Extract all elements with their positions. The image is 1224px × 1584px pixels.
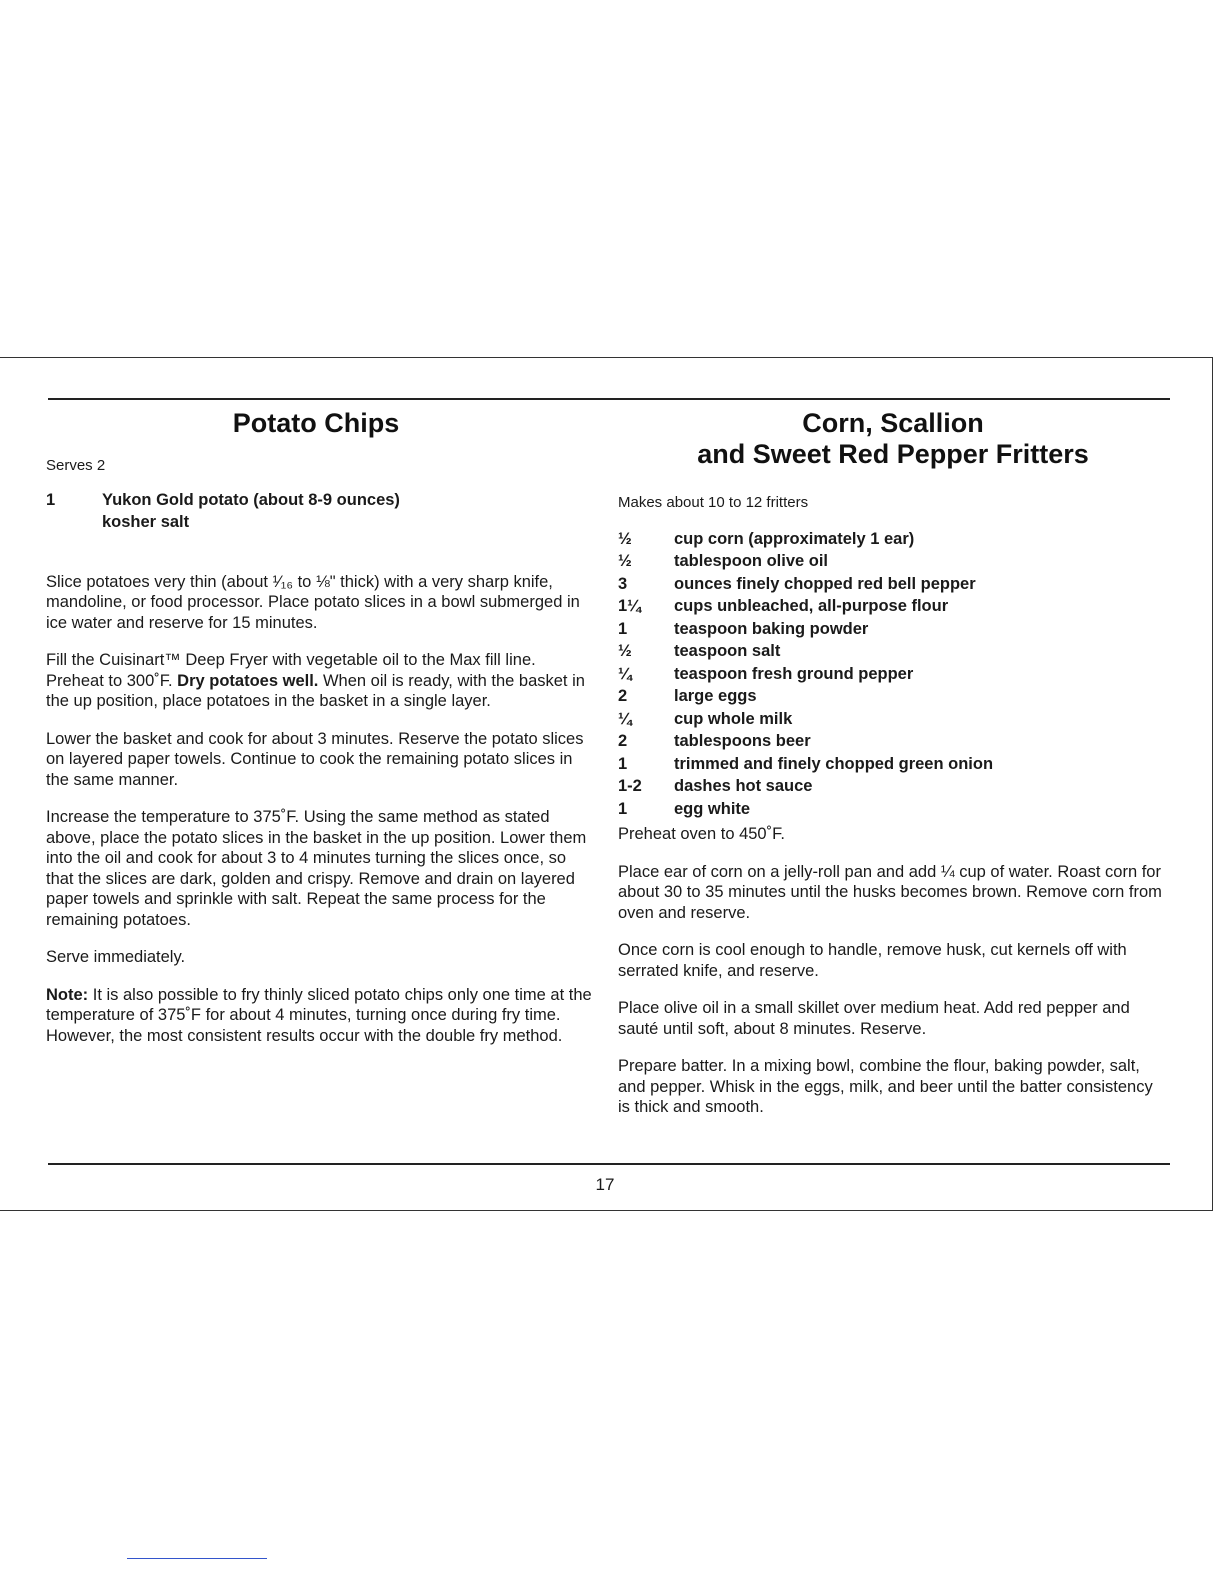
ingredient-list [46,489,596,534]
ingredient-name: cup corn (approximately 1 ear) [674,529,915,548]
ingredient-name: teaspoon salt [674,642,781,660]
instruction-paragraph: Preheat oven to 450˚F. [618,825,785,843]
ingredient-item [46,511,596,534]
ingredient-qty: 1 [618,754,628,773]
ingredient-name: tablespoons beer [674,732,811,750]
ingredient-name: ounces finely chopped red bell pepper [674,574,976,593]
ingredient-item [618,640,1168,663]
ingredient-qty: ¼ [618,664,632,683]
note-label: Note: [46,985,89,1004]
ingredient-item [618,775,1168,798]
ingredient-qty: 2 [618,687,628,705]
instruction-paragraph: Increase the temperature to 375˚F. Using the same method as stated above, place the potato slices in the basket in the up position. Lower them into the oil and cook for about 3 to 4 minutes turning the slices once, so that the slices are dark, golden and crispy. Remove and drain on layered paper towels and sprinkle with salt. Repeat the same process for the remaining potatoes. [46,808,587,929]
ingredient-name: trimmed and finely chopped green onion [674,754,994,773]
potato-chips-recipe [46,408,596,1046]
ingredient-item [618,528,1168,551]
ingredient-qty: 1-2 [618,777,642,795]
ingredient-qty: ¼ [618,709,632,728]
ingredient-item [618,573,1168,596]
fritters-recipe [618,408,1168,1118]
ingredient-item [618,618,1168,641]
note-paragraph [46,985,596,1047]
recipe-title [618,408,1168,470]
ingredient-name: cup whole milk [674,709,793,728]
ingredient-item [618,550,1168,573]
ingredient-item [618,798,1168,821]
ingredient-item [618,753,1168,776]
instruction-text: Fill the Cuisinart™ Deep Fryer with vegetable oil to the Max fill line. Preheat to 300˚F. [46,651,536,690]
instruction-paragraph: Once corn is cool enough to handle, remove husk, cut kernels off with serrated knife, and reserve. [618,941,1127,980]
instruction-paragraph [46,650,596,712]
ingredient-item [618,595,1168,618]
ingredient-qty: 1 [618,619,628,638]
ingredient-name: kosher salt [102,513,190,531]
ingredient-qty: 2 [618,732,628,750]
ingredient-list [618,528,1168,821]
recipe-title-line2: and Sweet Red Pepper Fritters [697,439,1089,469]
ingredient-name: Yukon Gold potato (about 8-9 ounces) [102,490,400,509]
ingredient-qty: 1 [46,490,56,509]
instruction-paragraph: Place olive oil in a small skillet over medium heat. Add red pepper and sauté until soft, about 8 minutes. Reserve. [618,999,1130,1038]
ingredient-qty: 1¼ [618,597,641,615]
page-number: 17 [595,1175,615,1194]
instruction-emphasis: Dry potatoes well. [177,671,319,690]
ingredient-name: egg white [674,799,751,818]
ingredient-item [618,663,1168,686]
ingredient-name: teaspoon baking powder [674,619,869,638]
ingredient-name: dashes hot sauce [674,777,813,795]
serves-text: Serves 2 [46,457,106,474]
recipe-title: Potato Chips [232,408,400,438]
ingredient-qty [46,511,102,534]
ingredient-qty: ½ [618,642,632,660]
ingredient-item [46,489,596,512]
instruction-paragraph: Place ear of corn on a jelly-roll pan and add ¼ cup of water. Roast corn for about 30 to 35 minutes until the husks becomes brown. Remove corn from oven and reserve. [618,862,1162,922]
instruction-paragraph: Slice potatoes very thin (about ¹⁄₁₆ to ⅛" thick) with a very sharp knife, mandoline, or food processor. Place potato slices in a bowl submerged in ice water and reserve for 15 minutes. [46,572,580,632]
ingredient-name: teaspoon fresh ground pepper [674,664,914,683]
recipe-title-line1: Corn, Scallion [802,408,984,438]
ingredient-qty: 3 [618,574,628,593]
makes-text: Makes about 10 to 12 fritters [618,494,809,511]
ingredient-item [618,685,1168,708]
ingredient-name: tablespoon olive oil [674,552,829,570]
ingredient-name: cups unbleached, all-purpose flour [674,597,949,615]
note-text: It is also possible to fry thinly sliced potato chips only one time at the temperature of 375˚F for about 4 minutes, turning once during fry time. However, the most consistent results occur with the double fry method. [46,985,592,1045]
ingredient-qty: 1 [618,799,628,818]
instruction-text: When oil is ready, with the basket in the up position, place potatoes in the basket in a single layer. [46,671,585,710]
instruction-paragraph: Serve immediately. [46,948,186,966]
instruction-paragraph: Lower the basket and cook for about 3 minutes. Reserve the potato slices on layered paper towels. Continue to cook the remaining potato slices in the same manner. [46,729,584,789]
ingredient-item [618,708,1168,731]
ingredient-qty: ½ [618,529,632,548]
top-rule [48,398,1170,400]
ingredient-item [618,730,1168,753]
bottom-rule [48,1163,1170,1165]
ingredient-qty: ½ [618,552,632,570]
footer-link-line [127,1558,267,1559]
ingredient-name: large eggs [674,687,757,705]
instruction-paragraph: Prepare batter. In a mixing bowl, combine the flour, baking powder, salt, and pepper. Whisk in the eggs, milk, and beer until the batter consistency is thick and smooth. [618,1057,1153,1116]
